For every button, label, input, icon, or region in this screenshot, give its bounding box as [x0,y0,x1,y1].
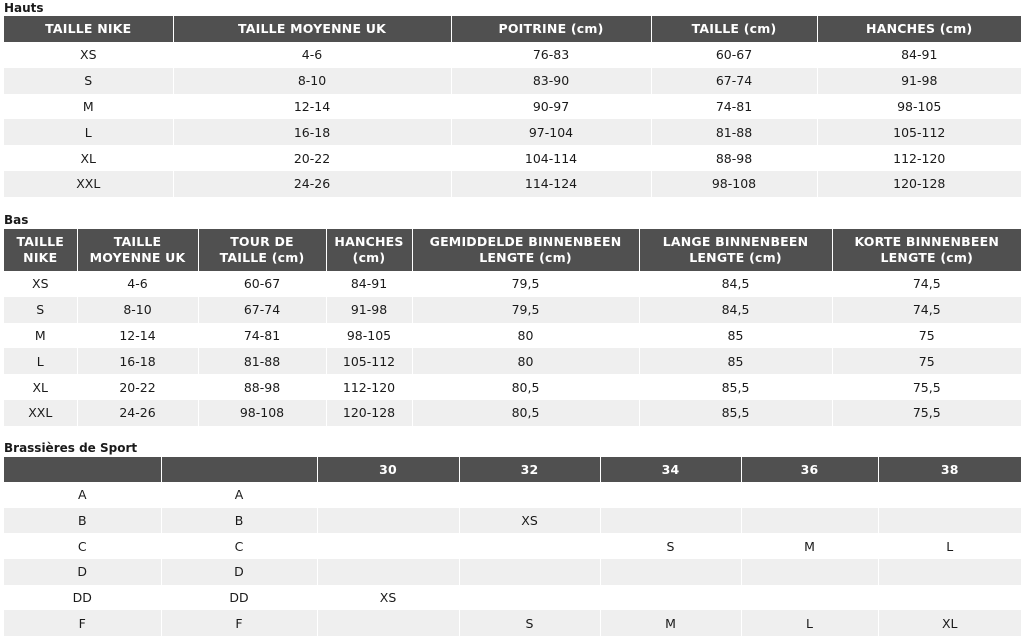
table-cell: 120-128 [817,171,1021,197]
table-row [4,323,1021,349]
bras-column-header: 30 [317,457,459,482]
table-row [4,508,1021,534]
table-cell: XXL [4,400,77,426]
table-cell: 80 [412,323,639,349]
bottoms-column-header [4,229,77,271]
table-cell [600,585,741,611]
table-cell: 24-26 [77,400,198,426]
table-cell [878,559,1021,585]
table-cell [317,482,459,508]
table-cell: 84,5 [639,271,832,297]
tops-column-header: TAILLE MOYENNE UK [173,16,451,42]
table-cell: 75 [832,323,1021,349]
header-label-line: LENGTE (cm) [479,250,572,265]
table-cell: 20-22 [173,145,451,171]
bras-column-header: 38 [878,457,1021,482]
table-cell: M [4,94,173,120]
table-cell: XS [459,508,600,534]
table-cell: 97-104 [451,119,651,145]
table-cell: XL [4,374,77,400]
bottoms-header-row [4,229,1021,271]
table-cell: 75 [832,348,1021,374]
bottoms-column-header [326,229,412,271]
table-cell: 83-90 [451,68,651,94]
table-cell: M [4,323,77,349]
table-cell: 85,5 [639,400,832,426]
table-cell: A [161,482,317,508]
bottoms-column-header [639,229,832,271]
tops-column-header: HANCHES (cm) [817,16,1021,42]
table-cell [878,508,1021,534]
table-row [4,374,1021,400]
table-row [4,119,1021,145]
bottoms-section-title: Bas [4,213,29,227]
table-cell: 24-26 [173,171,451,197]
table-row [4,610,1021,636]
header-label-line: KORTE BINNENBEEN [854,234,1000,249]
table-cell [600,482,741,508]
table-cell: 120-128 [326,400,412,426]
table-cell: 91-98 [817,68,1021,94]
table-cell: 16-18 [77,348,198,374]
header-label-line: NIKE [23,250,58,265]
table-cell: 105-112 [326,348,412,374]
table-cell [317,508,459,534]
table-cell: B [161,508,317,534]
table-cell [459,559,600,585]
header-label-line: LENGTE (cm) [689,250,782,265]
table-cell: 8-10 [173,68,451,94]
header-label-line: MOYENNE UK [89,250,186,265]
table-cell: B [4,508,161,534]
table-cell: 90-97 [451,94,651,120]
bras-size-table [4,457,1021,636]
table-row [4,271,1021,297]
table-cell: 67-74 [198,297,326,323]
table-cell: XS [4,271,77,297]
tops-column-header: POITRINE (cm) [451,16,651,42]
table-row [4,171,1021,197]
table-cell: 104-114 [451,145,651,171]
table-row [4,145,1021,171]
tops-size-table [4,16,1021,197]
header-label-line: GEMIDDELDE BINNENBEEN [429,234,622,249]
table-cell: 75,5 [832,374,1021,400]
table-row [4,482,1021,508]
table-cell: D [161,559,317,585]
tops-column-header: TAILLE NIKE [4,16,173,42]
table-cell: 75,5 [832,400,1021,426]
header-label-line: TAILLE [113,234,162,249]
table-row [4,94,1021,120]
table-cell: 74-81 [198,323,326,349]
table-cell: F [4,610,161,636]
table-cell [600,559,741,585]
table-cell [317,610,459,636]
header-label-line: HANCHES [334,234,404,249]
table-cell [600,508,741,534]
table-cell: 98-108 [198,400,326,426]
tops-header-row [4,16,1021,42]
table-row [4,68,1021,94]
table-cell: 79,5 [412,271,639,297]
table-cell: 105-112 [817,119,1021,145]
table-cell: 20-22 [77,374,198,400]
table-cell: 81-88 [198,348,326,374]
table-cell: 81-88 [651,119,817,145]
table-cell: 98-105 [326,323,412,349]
table-cell: D [4,559,161,585]
bras-section-title: Brassières de Sport [4,441,138,455]
bottoms-column-header [832,229,1021,271]
table-cell: 98-105 [817,94,1021,120]
table-cell: 98-108 [651,171,817,197]
table-cell: 74,5 [832,297,1021,323]
table-cell [459,585,600,611]
table-cell: S [4,297,77,323]
table-cell: XXL [4,171,173,197]
table-cell: 67-74 [651,68,817,94]
tops-column-header: TAILLE (cm) [651,16,817,42]
bras-column-header [4,457,161,482]
table-cell [878,585,1021,611]
table-cell [741,482,878,508]
header-label-line: LANGE BINNENBEEN [662,234,809,249]
table-cell: 12-14 [173,94,451,120]
table-cell: DD [161,585,317,611]
bottoms-column-header [198,229,326,271]
table-cell: XS [317,585,459,611]
table-cell: 60-67 [198,271,326,297]
header-label-line: TOUR DE [230,234,294,249]
table-cell: 112-120 [817,145,1021,171]
table-cell: 88-98 [198,374,326,400]
table-cell: 74-81 [651,94,817,120]
bras-header-row [4,457,1021,482]
table-row [4,585,1021,611]
bottoms-size-table [4,229,1021,426]
table-cell: 79,5 [412,297,639,323]
table-cell: 80,5 [412,400,639,426]
table-cell: 114-124 [451,171,651,197]
table-row [4,559,1021,585]
table-cell: L [878,533,1021,559]
table-row [4,533,1021,559]
header-label-line: LENGTE (cm) [880,250,973,265]
table-cell: S [4,68,173,94]
table-cell: 85,5 [639,374,832,400]
table-cell: XS [4,42,173,68]
table-cell: 80 [412,348,639,374]
table-cell [741,559,878,585]
table-cell: 74,5 [832,271,1021,297]
table-cell [459,533,600,559]
table-cell [878,482,1021,508]
tops-section-title: Hauts [4,1,44,15]
table-cell: C [4,533,161,559]
table-cell: DD [4,585,161,611]
table-cell: 84-91 [817,42,1021,68]
table-cell: 4-6 [77,271,198,297]
table-cell: 85 [639,323,832,349]
bras-column-header [161,457,317,482]
table-row [4,42,1021,68]
table-cell: XL [4,145,173,171]
table-cell: 84,5 [639,297,832,323]
table-cell: F [161,610,317,636]
table-cell: 4-6 [173,42,451,68]
table-cell: A [4,482,161,508]
header-label-line: TAILLE [16,234,65,249]
table-cell [317,559,459,585]
table-cell: 16-18 [173,119,451,145]
header-label-line: (cm) [352,250,386,265]
header-label-line: TAILLE (cm) [219,250,305,265]
table-cell: 85 [639,348,832,374]
table-row [4,400,1021,426]
table-cell [741,508,878,534]
table-row [4,348,1021,374]
table-row [4,297,1021,323]
table-cell: 80,5 [412,374,639,400]
table-cell: 12-14 [77,323,198,349]
table-cell: S [600,533,741,559]
table-cell: L [4,348,77,374]
bottoms-column-header [77,229,198,271]
bras-column-header: 32 [459,457,600,482]
table-cell: 88-98 [651,145,817,171]
bras-column-header: 36 [741,457,878,482]
table-cell: 84-91 [326,271,412,297]
bras-column-header: 34 [600,457,741,482]
table-cell: M [741,533,878,559]
table-cell: 8-10 [77,297,198,323]
table-cell: 76-83 [451,42,651,68]
table-cell: L [741,610,878,636]
table-cell [317,533,459,559]
table-cell: 91-98 [326,297,412,323]
table-cell: 112-120 [326,374,412,400]
table-cell [459,482,600,508]
table-cell: 60-67 [651,42,817,68]
table-cell: XL [878,610,1021,636]
bottoms-column-header [412,229,639,271]
table-cell [741,585,878,611]
table-cell: S [459,610,600,636]
table-cell: C [161,533,317,559]
table-cell: L [4,119,173,145]
table-cell: M [600,610,741,636]
